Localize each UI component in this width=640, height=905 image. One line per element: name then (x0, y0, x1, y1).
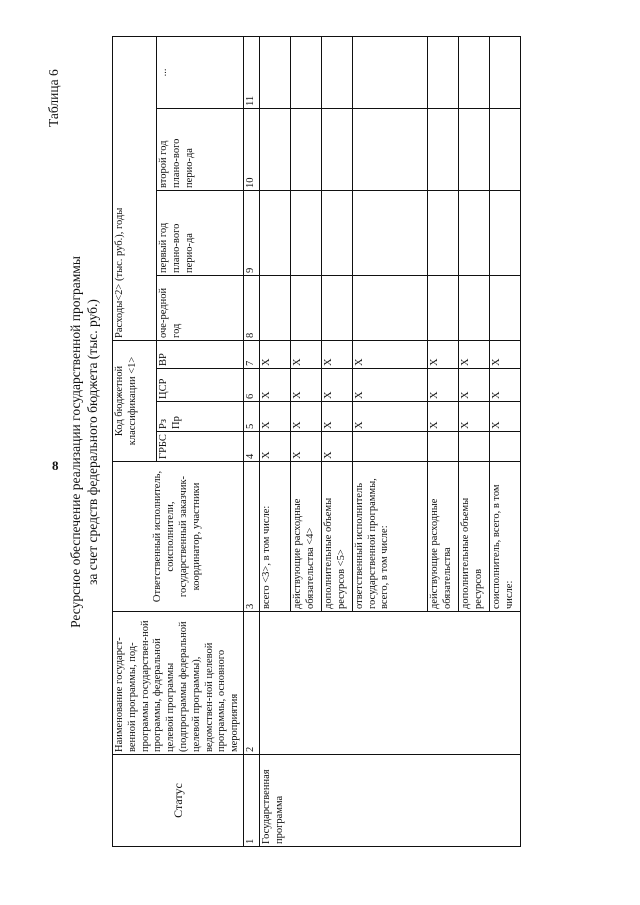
expense-cell (290, 190, 321, 275)
expense-cell (352, 108, 427, 190)
expense-cell (352, 190, 427, 275)
expense-cell (352, 275, 427, 340)
vr-cell: X (352, 340, 427, 368)
header-expenses: Расходы<2> (тыс. руб.), годы (113, 36, 157, 340)
column-number: 5 (243, 402, 259, 432)
vr-cell: X (259, 340, 290, 368)
column-number: 4 (243, 432, 259, 462)
csr-cell: X (489, 369, 520, 402)
responsible-cell: соисполнитель, всего, в том числе: (489, 462, 520, 612)
expense-cell (321, 275, 352, 340)
rz-pr-cell: X (458, 402, 489, 432)
expense-cell (489, 36, 520, 108)
grbs-cell: X (259, 432, 290, 462)
csr-cell: X (259, 369, 290, 402)
column-number: 2 (243, 612, 259, 755)
expense-cell (290, 36, 321, 108)
column-number: 7 (243, 340, 259, 368)
expense-cell (427, 275, 458, 340)
expense-cell (259, 36, 290, 108)
header-grbs: ГРБС (156, 432, 243, 462)
column-number: 10 (243, 108, 259, 190)
status-cell: Государственная программа (259, 755, 520, 847)
responsible-cell: всего <3>, в том числе: (259, 462, 290, 612)
csr-cell: X (321, 369, 352, 402)
responsible-cell: дополнительные объемы ресурсов <5> (321, 462, 352, 612)
expense-cell (458, 190, 489, 275)
header-year-first: первый год плано-вого перио-да (156, 190, 243, 275)
expense-cell (290, 108, 321, 190)
expense-cell (489, 108, 520, 190)
rz-pr-cell: X (321, 402, 352, 432)
csr-cell: X (352, 369, 427, 402)
vr-cell: X (427, 340, 458, 368)
expense-cell (427, 108, 458, 190)
vr-cell: X (458, 340, 489, 368)
expense-cell (427, 36, 458, 108)
rz-pr-cell: X (290, 402, 321, 432)
rotated-page-content (46, 27, 546, 857)
document-title-line-2: за счет средств федерального бюджета (тыс. руб.) (85, 299, 100, 585)
page-number: 8 (52, 458, 59, 473)
rz-pr-cell: X (489, 402, 520, 432)
column-number: 9 (243, 190, 259, 275)
csr-cell: X (427, 369, 458, 402)
header-name: Наименование государст-венной программы, под-программы государствен-ной программы, федеральной целевой программы (подпрограммы федеральной целевой программы), ведомствен-ной целевой программы, основного мероприятия (113, 612, 244, 755)
rz-pr-cell: X (352, 402, 427, 432)
grbs-cell: X (290, 432, 321, 462)
grbs-cell (458, 432, 489, 462)
expense-cell (290, 275, 321, 340)
expense-cell (458, 108, 489, 190)
responsible-cell: действующие расходные обязательства <4> (290, 462, 321, 612)
table-label: Таблица 6 (46, 69, 61, 127)
rz-pr-cell: X (259, 402, 290, 432)
expense-cell (321, 190, 352, 275)
expense-cell (259, 190, 290, 275)
expense-cell (427, 190, 458, 275)
header-status: Статус (113, 755, 244, 847)
rz-pr-cell: X (427, 402, 458, 432)
expense-cell (352, 36, 427, 108)
responsible-cell: ответственный исполнитель государственной программы, всего, в том числе: (352, 462, 427, 612)
table-row (259, 36, 290, 846)
expense-cell (458, 36, 489, 108)
header-vr: ВР (156, 340, 243, 368)
grbs-cell (352, 432, 427, 462)
header-year-second: второй год плано-вого перио-да (156, 108, 243, 190)
vr-cell: X (489, 340, 520, 368)
expense-cell (259, 108, 290, 190)
expense-cell (321, 108, 352, 190)
csr-cell: X (458, 369, 489, 402)
csr-cell: X (290, 369, 321, 402)
expense-cell (489, 190, 520, 275)
column-number: 11 (243, 36, 259, 108)
header-responsible: Ответственный исполнитель, соисполнители, государственный заказчик-координатор, участники (113, 462, 244, 612)
grbs-cell (427, 432, 458, 462)
expense-cell (458, 275, 489, 340)
grbs-cell (489, 432, 520, 462)
program-name-cell (259, 612, 520, 755)
header-csr: ЦСР (156, 369, 243, 402)
expense-cell (489, 275, 520, 340)
expense-cell (259, 275, 290, 340)
column-number-row (243, 36, 259, 846)
header-rz-pr: Рз Пр (156, 402, 243, 432)
document-title-line-1: Ресурсное обеспечение реализации государственной программы (68, 256, 83, 628)
resource-table (112, 36, 521, 847)
column-number: 1 (243, 755, 259, 847)
column-number: 8 (243, 275, 259, 340)
header-ellipsis: ... (156, 36, 243, 108)
expense-cell (321, 36, 352, 108)
responsible-cell: дополнительные объемы ресурсов (458, 462, 489, 612)
header-budget-code: Код бюджетной классификации <1> (113, 340, 157, 461)
responsible-cell: действующие расходные обязательства (427, 462, 458, 612)
vr-cell: X (290, 340, 321, 368)
grbs-cell: X (321, 432, 352, 462)
column-number: 6 (243, 369, 259, 402)
column-number: 3 (243, 462, 259, 612)
header-year-current: оче-редной год (156, 275, 243, 340)
vr-cell: X (321, 340, 352, 368)
